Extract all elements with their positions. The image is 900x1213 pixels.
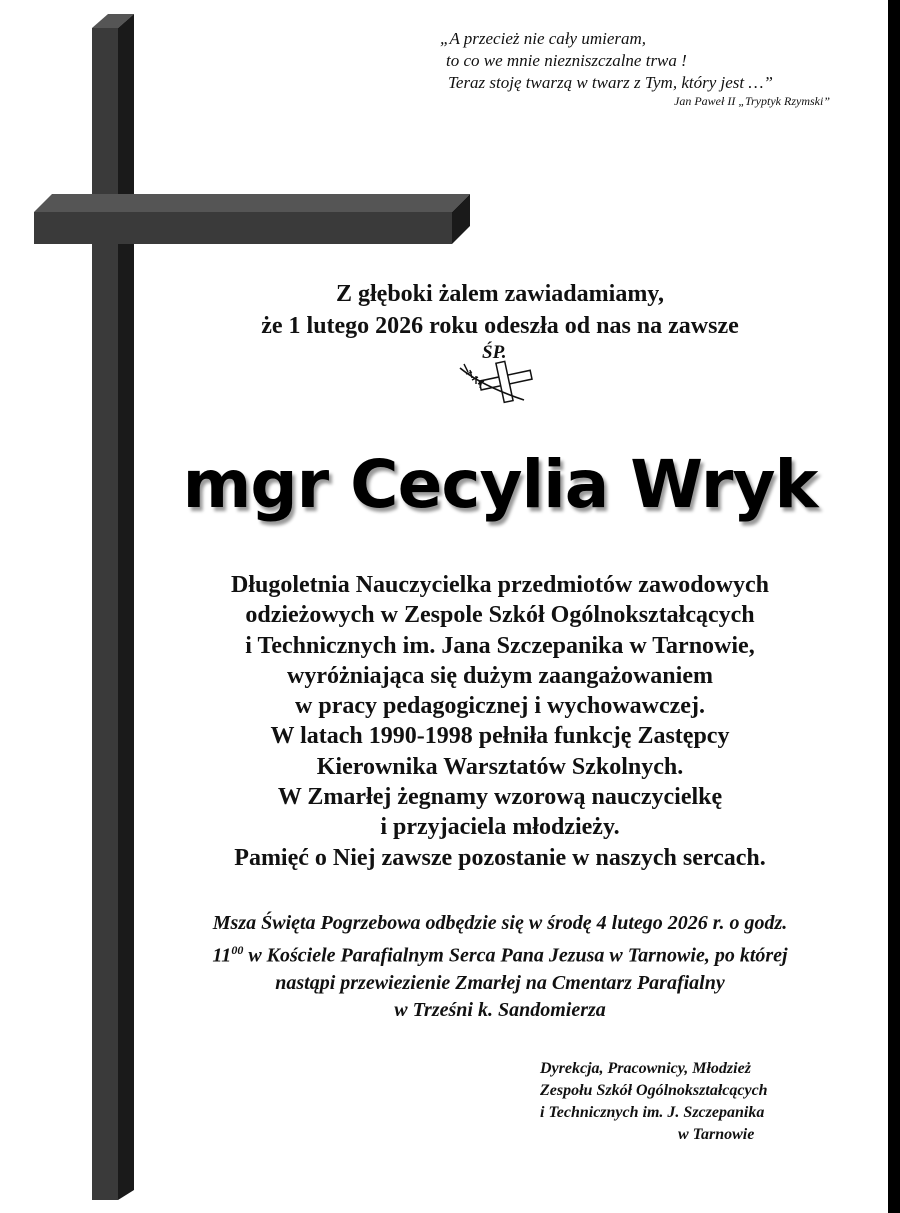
mass-line: nastąpi przewiezienie Zmarłej na Cmentarz Parafialny	[275, 971, 725, 994]
signature-line: w Tarnowie	[678, 1126, 755, 1143]
quote-block	[440, 28, 860, 108]
sp-label: ŚP.	[482, 342, 507, 363]
signature-line: Dyrekcja, Pracownicy, Młodzież	[540, 1060, 751, 1077]
bio-line: wyróżniająca się dużym zaangażowaniem	[287, 662, 713, 689]
mass-line: Msza Święta Pogrzebowa odbędzie się w środę 4 lutego 2026 r. o godz.	[212, 912, 788, 934]
announcement-intro	[200, 278, 800, 342]
mass-line-rest: w Kościele Parafialnym Serca Pana Jezusa w Tarnowie, po której	[243, 944, 788, 967]
mass-line: w Trześni k. Sandomierza	[394, 998, 606, 1021]
biography	[150, 570, 850, 873]
mass-hour: 11	[212, 944, 232, 967]
bio-line: w pracy pedagogicznej i wychowawczej.	[295, 693, 705, 720]
bio-line: Pamięć o Niej zawsze pozostanie w naszych sercach.	[234, 844, 766, 871]
intro-line: Z głęboki żalem zawiadamiamy,	[336, 281, 664, 307]
quote-source: Jan Paweł II „Tryptyk Rzymski”	[674, 94, 830, 108]
intro-line: że 1 lutego 2026 roku odeszła od nas na zawsze	[261, 313, 739, 339]
bio-line: i Technicznych im. Jana Szczepanika w Tarnowie,	[245, 632, 755, 659]
signature-block	[540, 1058, 870, 1146]
signature-line: Zespołu Szkół Ogólnokształcących	[540, 1082, 768, 1099]
quote-line: to co we mnie niezniszczalne trwa !	[446, 51, 687, 70]
signature-line: i Technicznych im. J. Szczepanika	[540, 1104, 765, 1121]
bio-line: i przyjaciela młodzieży.	[380, 814, 620, 841]
deceased-name: mgr Cecylia Wryk	[182, 446, 818, 523]
bio-line: Kierownika Warsztatów Szkolnych.	[316, 753, 684, 780]
bio-line: W latach 1990-1998 pełniła funkcję Zastępcy	[270, 723, 730, 750]
mass-line	[140, 937, 860, 970]
quote-line: „A przecież nie cały umieram,	[440, 29, 647, 48]
bio-line: W Zmarłej żegnamy wzorową nauczycielkę	[277, 784, 723, 811]
mass-minutes: 00	[231, 943, 244, 957]
quote-line: Teraz stoję twarzą w twarz z Tym, który jest …”	[448, 73, 773, 92]
bio-line: Długoletnia Nauczycielka przedmiotów zawodowych	[231, 572, 769, 598]
bio-line: odzieżowych w Zespole Szkół Ogólnokształcących	[245, 602, 755, 629]
funeral-mass-info	[140, 910, 860, 1024]
